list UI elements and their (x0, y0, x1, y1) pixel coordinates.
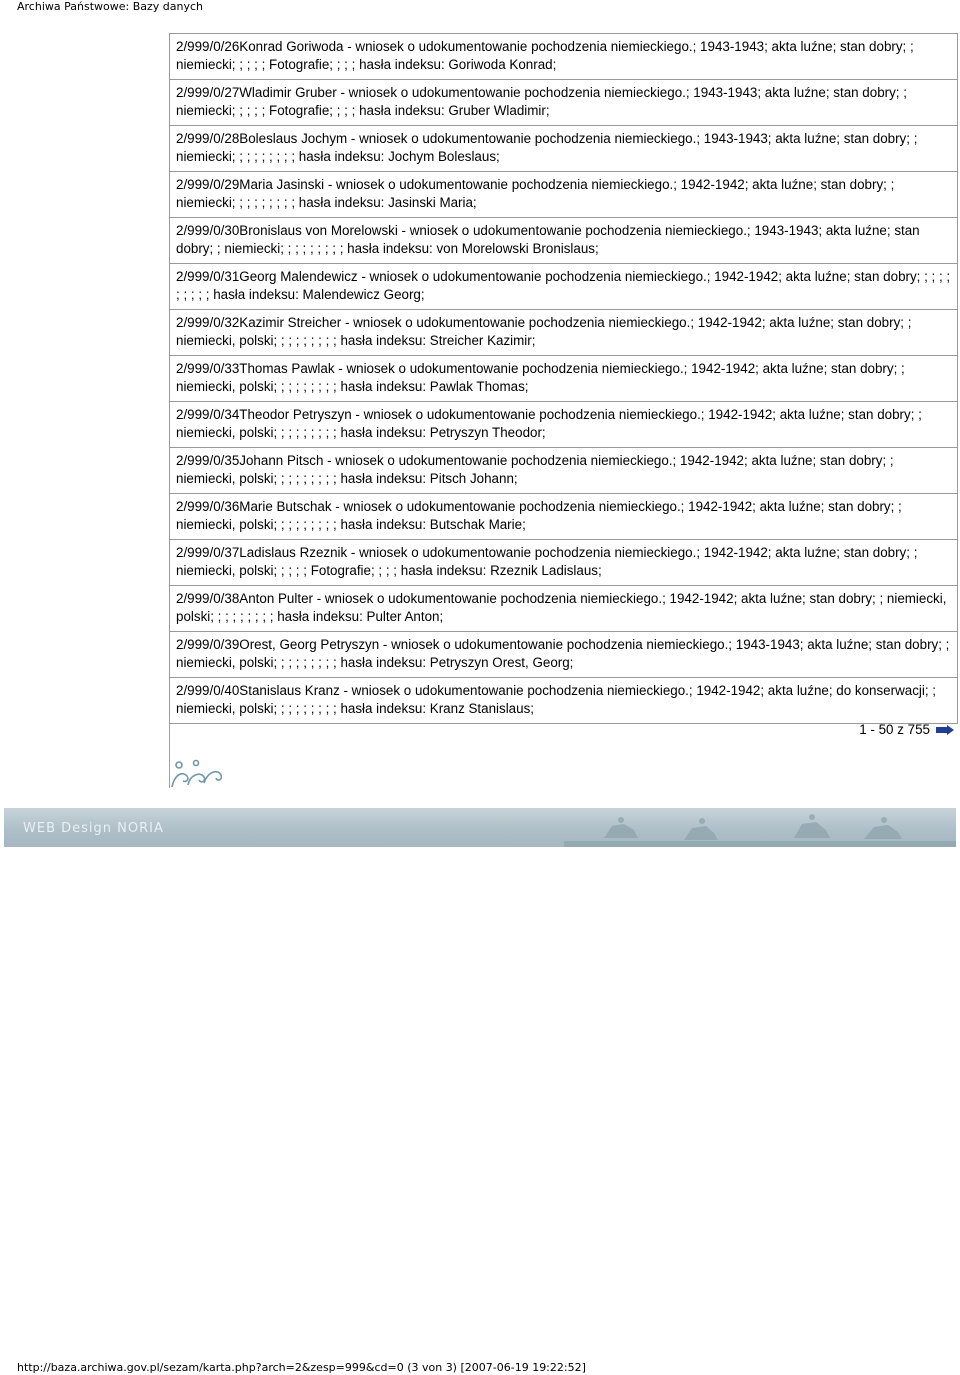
record-text: 2/999/0/27Wladimir Gruber - wniosek o udokumentowanie pochodzenia niemieckiego.; 1943-1943; akta luźne; stan dobry; ; niemiecki; ; ; ; ; Fotografie; ; ; ; hasła indeksu: Gruber Wladimir; (176, 85, 907, 118)
record-text: 2/999/0/29Maria Jasinski - wniosek o udokumentowanie pochodzenia niemieckiego.; 1942-1942; akta luźne; stan dobry; ; niemiecki; ; ; ; ; ; ; ; ; hasła indeksu: Jasinski Maria; (176, 177, 895, 210)
list-item[interactable] (170, 264, 957, 310)
list-item[interactable] (170, 356, 957, 402)
footer-banner (4, 808, 956, 847)
list-item[interactable] (170, 34, 957, 80)
list-item[interactable] (170, 126, 957, 172)
page-footer-url: http://baza.archiwa.gov.pl/sezam/karta.php?arch=2&zesp=999&cd=0 (3 von 3) [2007-06-19 19:22:52] (17, 1361, 586, 1374)
record-text: 2/999/0/28Boleslaus Jochym - wniosek o udokumentowanie pochodzenia niemieckiego.; 1943-1943; akta luźne; stan dobry; ; niemiecki; ; ; ; ; ; ; ; ; hasła indeksu: Jochym Boleslaus; (176, 131, 918, 164)
record-text: 2/999/0/31Georg Malendewicz - wniosek o udokumentowanie pochodzenia niemieckiego.; 1942-1942; akta luźne; stan dobry; ; ; ; ; ; ; ; ; ; hasła indeksu: Malendewicz Georg; (176, 269, 951, 302)
pagination (859, 721, 954, 739)
page-header-title: Archiwa Państwowe: Bazy danych (17, 0, 203, 13)
record-text: 2/999/0/38Anton Pulter - wniosek o udokumentowanie pochodzenia niemieckiego.; 1942-1942; akta luźne; stan dobry; ; niemiecki, polski; ; ; ; ; ; ; ; ; hasła indeksu: Pulter Anton; (176, 591, 947, 624)
list-item[interactable] (170, 218, 957, 264)
swirl-ornament-icon (170, 757, 224, 791)
record-text: 2/999/0/37Ladislaus Rzeznik - wniosek o udokumentowanie pochodzenia niemieckiego.; 1942-1942; akta luźne; stan dobry; ; niemiecki, polski; ; ; ; ; Fotografie; ; ; ; hasła indeksu: Rzeznik Ladislaus; (176, 545, 918, 578)
record-text: 2/999/0/34Theodor Petryszyn - wniosek o udokumentowanie pochodzenia niemieckiego.; 1942-1942; akta luźne; stan dobry; ; niemiecki, polski; ; ; ; ; ; ; ; ; hasła indeksu: Petryszyn Theodor; (176, 407, 922, 440)
list-item[interactable] (170, 448, 957, 494)
list-item[interactable] (170, 540, 957, 586)
records-list (169, 33, 958, 724)
pagination-label: 1 - 50 z 755 (859, 722, 930, 737)
record-text: 2/999/0/26Konrad Goriwoda - wniosek o udokumentowanie pochodzenia niemieckiego.; 1943-1943; akta luźne; stan dobry; ; niemiecki; ; ; ; ; Fotografie; ; ; ; hasła indeksu: Goriwoda Konrad; (176, 39, 914, 72)
record-text: 2/999/0/30Bronislaus von Morelowski - wniosek o udokumentowanie pochodzenia niemieckiego.; 1943-1943; akta luźne; stan dobry; ; niemiecki; ; ; ; ; ; ; ; ; hasła indeksu: von Morelowski Bronislaus; (176, 223, 920, 256)
riders-scene-icon (564, 808, 956, 847)
list-item[interactable] (170, 586, 957, 632)
record-text: 2/999/0/36Marie Butschak - wniosek o udokumentowanie pochodzenia niemieckiego.; 1942-1942; akta luźne; stan dobry; ; niemiecki, polski; ; ; ; ; ; ; ; ; hasła indeksu: Butschak Marie; (176, 499, 902, 532)
list-item[interactable] (170, 494, 957, 540)
list-item[interactable] (170, 678, 957, 724)
list-item[interactable] (170, 80, 957, 126)
footer-brand: WEB Design NORIA (23, 821, 164, 836)
list-item[interactable] (170, 632, 957, 678)
record-text: 2/999/0/33Thomas Pawlak - wniosek o udokumentowanie pochodzenia niemieckiego.; 1942-1942; akta luźne; stan dobry; ; niemiecki, polski; ; ; ; ; ; ; ; ; hasła indeksu: Pawlak Thomas; (176, 361, 905, 394)
list-item[interactable] (170, 310, 957, 356)
record-text: 2/999/0/32Kazimir Streicher - wniosek o udokumentowanie pochodzenia niemieckiego.; 1942-1942; akta luźne; stan dobry; ; niemiecki, polski; ; ; ; ; ; ; ; ; hasła indeksu: Streicher Kazimir; (176, 315, 912, 348)
record-text: 2/999/0/40Stanislaus Kranz - wniosek o udokumentowanie pochodzenia niemieckiego.; 1942-1942; akta luźne; do konserwacji; ; niemiecki, polski; ; ; ; ; ; ; ; ; hasła indeksu: Kranz Stanislaus; (176, 683, 937, 716)
list-item[interactable] (170, 172, 957, 218)
record-text: 2/999/0/35Johann Pitsch - wniosek o udokumentowanie pochodzenia niemieckiego.; 1942-1942; akta luźne; stan dobry; ; niemiecki, polski; ; ; ; ; ; ; ; ; hasła indeksu: Pitsch Johann; (176, 453, 894, 486)
next-arrow-icon[interactable] (936, 725, 954, 735)
record-text: 2/999/0/39Orest, Georg Petryszyn - wniosek o udokumentowanie pochodzenia niemieckiego.; 1943-1943; akta luźne; stan dobry; ; niemiecki, polski; ; ; ; ; ; ; ; ; hasła indeksu: Petryszyn Orest, Georg; (176, 637, 950, 670)
list-item[interactable] (170, 402, 957, 448)
